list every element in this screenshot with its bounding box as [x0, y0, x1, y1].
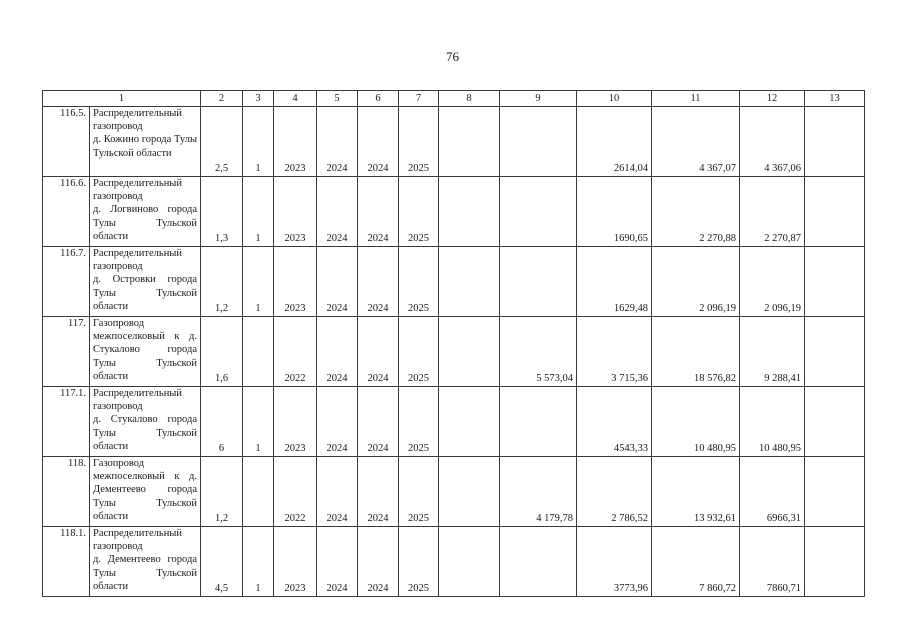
cell-col11: 13 932,61: [652, 457, 740, 527]
cell-col3: 1: [243, 387, 274, 457]
cell-col7: 2025: [399, 317, 439, 387]
header-row: [43, 91, 865, 107]
cell-col9: [500, 247, 577, 317]
cell-col9: 4 179,78: [500, 457, 577, 527]
cell-col10: 2614,04: [577, 107, 652, 177]
cell-col4: 2023: [274, 387, 317, 457]
header-cell: 2: [201, 91, 243, 107]
cell-length: 1,6: [201, 317, 243, 387]
cell-col7: 2025: [399, 177, 439, 247]
cell-col13: [805, 247, 865, 317]
cell-col9: [500, 177, 577, 247]
cell-col13: [805, 177, 865, 247]
table-row: [43, 387, 865, 457]
row-number: 117.: [43, 317, 90, 387]
cell-col11: 2 096,19: [652, 247, 740, 317]
cell-length: 1,3: [201, 177, 243, 247]
cell-col12: 2 270,87: [740, 177, 805, 247]
cell-col12: 7860,71: [740, 527, 805, 597]
row-number: 116.7.: [43, 247, 90, 317]
cell-col10: 1690,65: [577, 177, 652, 247]
header-cell: 12: [740, 91, 805, 107]
cell-col10: 2 786,52: [577, 457, 652, 527]
cell-col7: 2025: [399, 247, 439, 317]
row-number: 117.1.: [43, 387, 90, 457]
header-cell: 3: [243, 91, 274, 107]
cell-col4: 2023: [274, 527, 317, 597]
cell-col11: 2 270,88: [652, 177, 740, 247]
cell-col8: [439, 177, 500, 247]
cell-col5: 2024: [317, 177, 358, 247]
cell-length: 6: [201, 387, 243, 457]
header-cell: 11: [652, 91, 740, 107]
cell-col9: [500, 107, 577, 177]
cell-col6: 2024: [358, 317, 399, 387]
cell-col12: 9 288,41: [740, 317, 805, 387]
cell-col6: 2024: [358, 527, 399, 597]
cell-col11: 7 860,72: [652, 527, 740, 597]
header-cell: 7: [399, 91, 439, 107]
cell-col7: 2025: [399, 387, 439, 457]
cell-col3: 1: [243, 107, 274, 177]
cell-length: 1,2: [201, 457, 243, 527]
cell-length: 1,2: [201, 247, 243, 317]
table-row: [43, 317, 865, 387]
cell-col12: 10 480,95: [740, 387, 805, 457]
cell-col7: 2025: [399, 107, 439, 177]
object-name: Распределительный газопровод д. Дементеево города Тулы Тульской области: [90, 527, 201, 597]
cell-col7: 2025: [399, 527, 439, 597]
cell-length: 2,5: [201, 107, 243, 177]
header-cell: 6: [358, 91, 399, 107]
cell-col3: [243, 317, 274, 387]
cell-col12: 2 096,19: [740, 247, 805, 317]
table-row: [43, 457, 865, 527]
cell-col4: 2022: [274, 457, 317, 527]
header-cell: 10: [577, 91, 652, 107]
cell-col10: 1629,48: [577, 247, 652, 317]
cell-col3: 1: [243, 527, 274, 597]
cell-col4: 2023: [274, 107, 317, 177]
row-number: 118.: [43, 457, 90, 527]
cell-col6: 2024: [358, 107, 399, 177]
cell-col12: 4 367,06: [740, 107, 805, 177]
cell-col11: 4 367,07: [652, 107, 740, 177]
row-number: 116.6.: [43, 177, 90, 247]
cell-col5: 2024: [317, 527, 358, 597]
cell-col10: 3773,96: [577, 527, 652, 597]
cell-col3: 1: [243, 247, 274, 317]
cell-col6: 2024: [358, 177, 399, 247]
cell-col13: [805, 317, 865, 387]
table-row: [43, 247, 865, 317]
cell-col3: [243, 457, 274, 527]
cell-col9: [500, 527, 577, 597]
object-name: Распределительный газопровод д. Островки города Тулы Тульской области: [90, 247, 201, 317]
header-cell: 13: [805, 91, 865, 107]
cell-col8: [439, 387, 500, 457]
cell-col8: [439, 527, 500, 597]
page-number: 76: [446, 49, 459, 64]
table-row: [43, 177, 865, 247]
cell-col8: [439, 317, 500, 387]
header-cell: 4: [274, 91, 317, 107]
cell-col12: 6966,31: [740, 457, 805, 527]
object-name: Распределительный газопровод д. Стукалово города Тулы Тульской области: [90, 387, 201, 457]
cell-col5: 2024: [317, 387, 358, 457]
cell-col6: 2024: [358, 247, 399, 317]
cell-col6: 2024: [358, 457, 399, 527]
cell-col5: 2024: [317, 247, 358, 317]
data-table: [42, 90, 865, 597]
cell-col13: [805, 387, 865, 457]
cell-col5: 2024: [317, 107, 358, 177]
table-row: [43, 527, 865, 597]
cell-col8: [439, 107, 500, 177]
header-cell: 9: [500, 91, 577, 107]
cell-col6: 2024: [358, 387, 399, 457]
cell-col13: [805, 527, 865, 597]
cell-col5: 2024: [317, 457, 358, 527]
cell-length: 4,5: [201, 527, 243, 597]
cell-col4: 2023: [274, 177, 317, 247]
cell-col11: 10 480,95: [652, 387, 740, 457]
cell-col13: [805, 457, 865, 527]
cell-col11: 18 576,82: [652, 317, 740, 387]
object-name: Газопровод межпоселковый к д. Стукалово города Тулы Тульской области: [90, 317, 201, 387]
cell-col9: 5 573,04: [500, 317, 577, 387]
object-name: Распределительный газопровод д. Кожино города Тулы Тульской области: [90, 107, 201, 177]
object-name: Распределительный газопровод д. Логвиново города Тулы Тульской области: [90, 177, 201, 247]
header-cell: 5: [317, 91, 358, 107]
cell-col7: 2025: [399, 457, 439, 527]
row-number: 118.1.: [43, 527, 90, 597]
cell-col3: 1: [243, 177, 274, 247]
cell-col10: 4543,33: [577, 387, 652, 457]
header-cell: 1: [43, 91, 201, 107]
cell-col10: 3 715,36: [577, 317, 652, 387]
cell-col8: [439, 457, 500, 527]
cell-col4: 2023: [274, 247, 317, 317]
cell-col8: [439, 247, 500, 317]
cell-col5: 2024: [317, 317, 358, 387]
table-row: [43, 107, 865, 177]
header-cell: 8: [439, 91, 500, 107]
object-name: Газопровод межпоселковый к д. Дементеево города Тулы Тульской области: [90, 457, 201, 527]
cell-col13: [805, 107, 865, 177]
cell-col9: [500, 387, 577, 457]
row-number: 116.5.: [43, 107, 90, 177]
cell-col4: 2022: [274, 317, 317, 387]
